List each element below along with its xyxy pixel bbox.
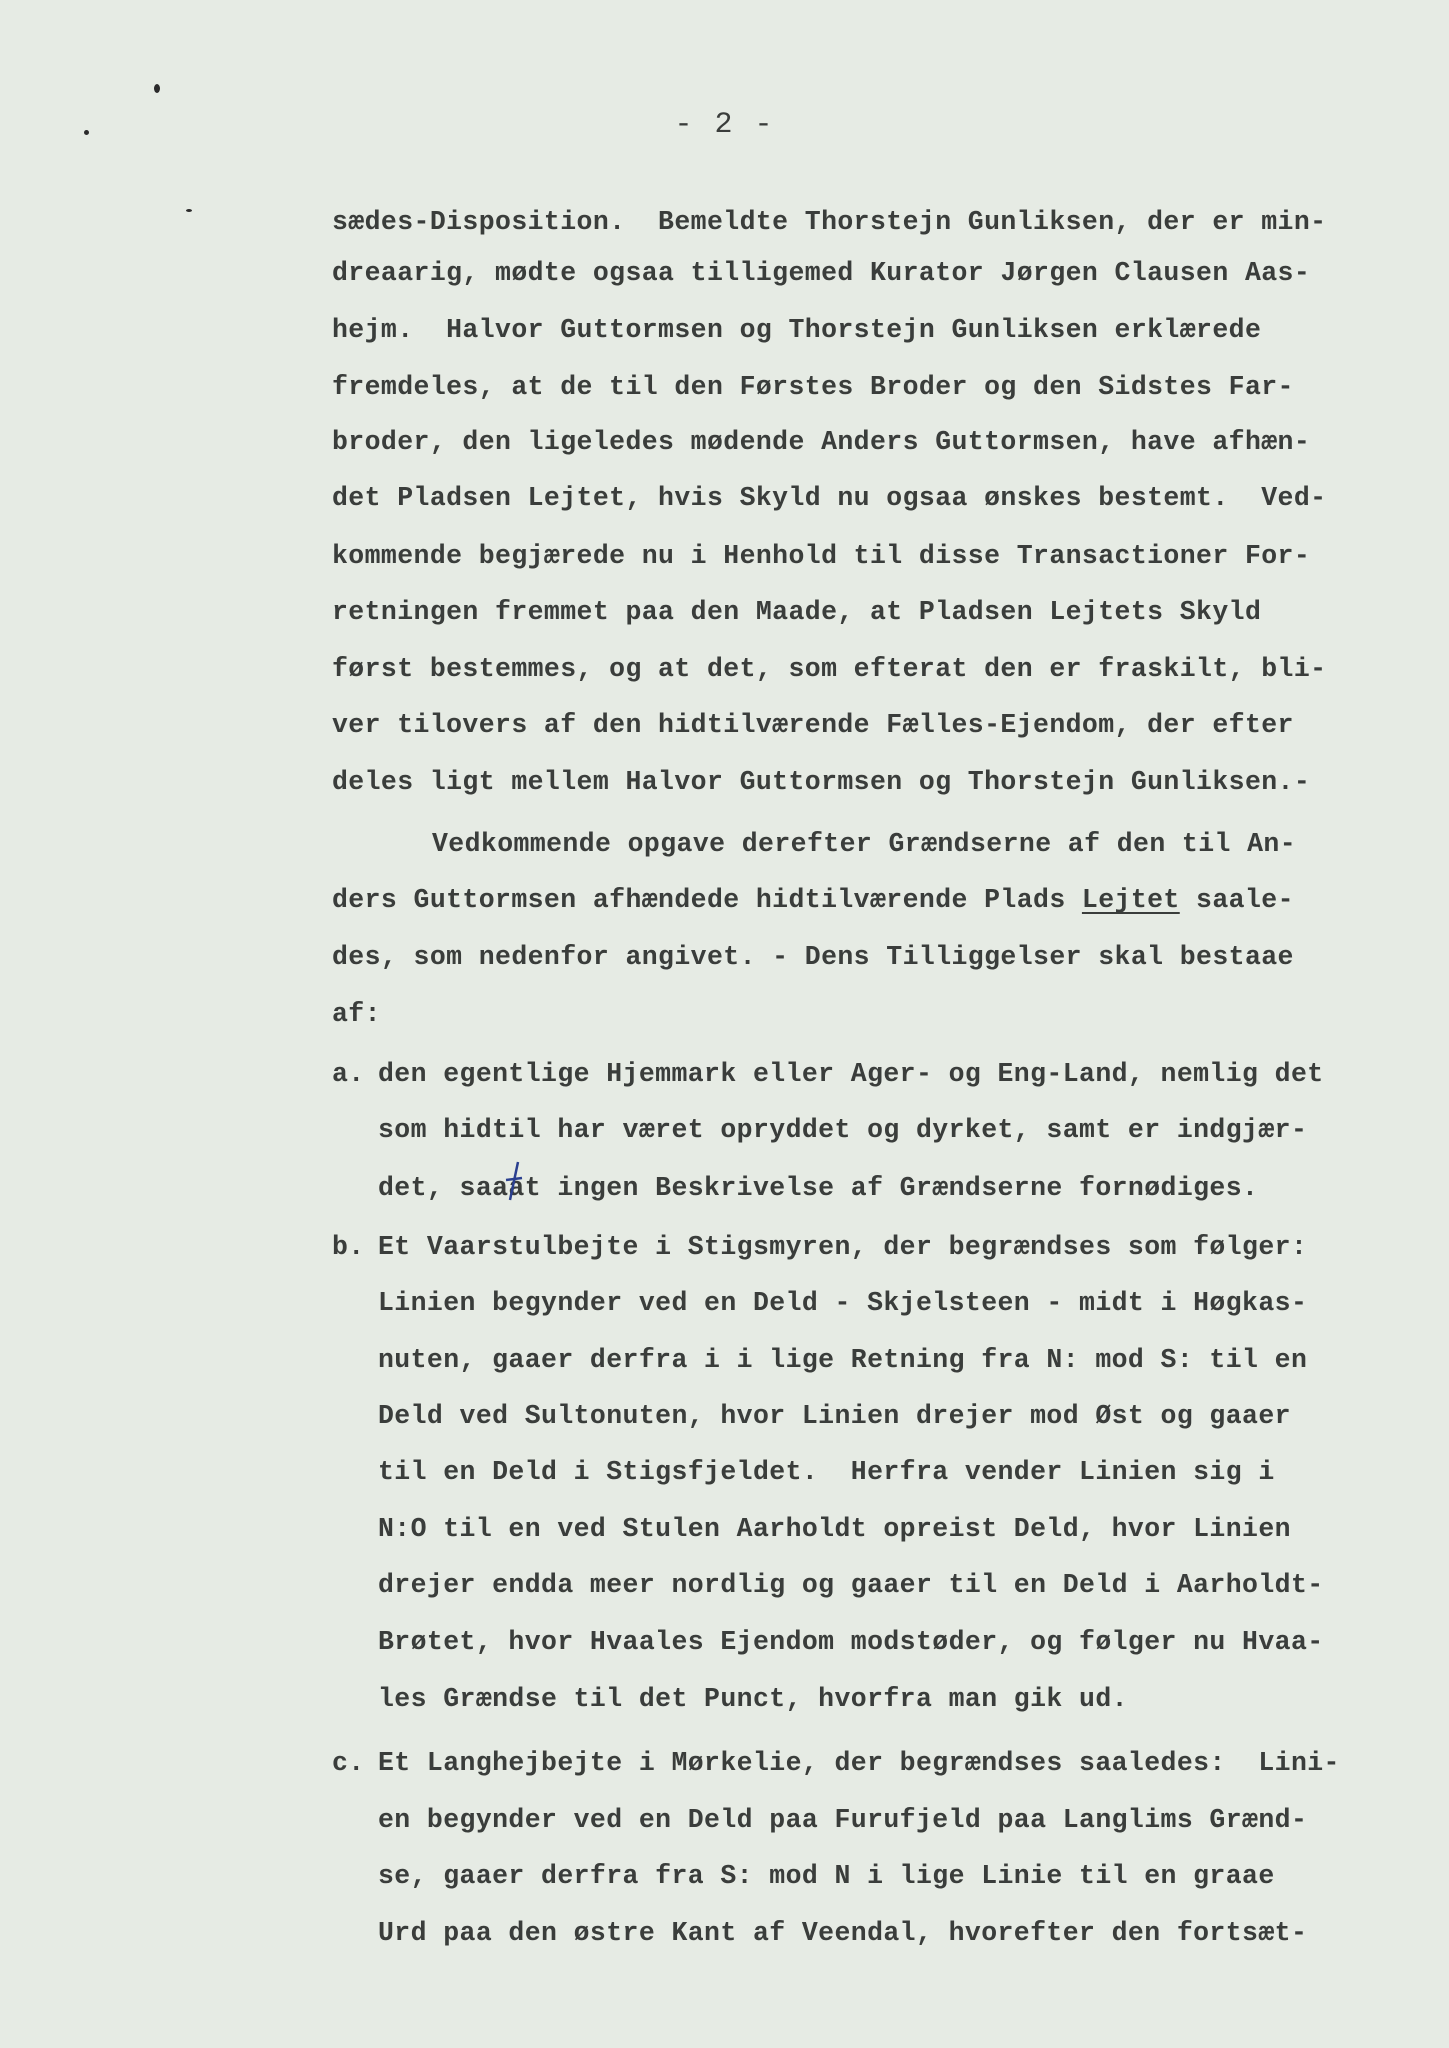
underlined-place-name: Lejtet xyxy=(1081,885,1180,915)
list-item-line: Et Langhejbejte i Mørkelie, der begrændses saaledes: Lini- xyxy=(378,1748,1340,1778)
text-segment: ders Guttormsen afhændede hidtilværende Plads xyxy=(332,885,1082,915)
text-line: ver tilovers af den hidtilværende Fælles-Ejendom, der efter xyxy=(332,710,1294,740)
ink-speck xyxy=(186,209,192,212)
text-line: Vedkommende opgave derefter Grændserne af den til An- xyxy=(432,829,1297,859)
page-number: - 2 - xyxy=(674,108,775,142)
list-item-line: Brøtet, hvor Hvaales Ejendom modstøder, og følger nu Hvaa- xyxy=(378,1627,1324,1657)
text-line: hejm. Halvor Guttormsen og Thorstejn Gunliksen erklærede xyxy=(332,315,1262,345)
list-item-line: en begynder ved en Deld paa Furufjeld paa Langlims Grænd- xyxy=(378,1805,1308,1835)
list-item-line: drejer endda meer nordlig og gaaer til en Deld i Aarholdt- xyxy=(378,1570,1324,1600)
list-marker: a. xyxy=(332,1059,365,1089)
list-marker: c. xyxy=(332,1748,365,1778)
text-line: retningen fremmet paa den Maade, at Pladsen Lejtets Skyld xyxy=(332,597,1262,627)
list-item-line: Urd paa den østre Kant af Veendal, hvorefter den fortsæt- xyxy=(378,1918,1308,1948)
list-item-line: til en Deld i Stigsfjeldet. Herfra vender Linien sig i xyxy=(378,1457,1275,1487)
list-item-line: Et Vaarstulbejte i Stigsmyren, der begrændses som følger: xyxy=(378,1232,1308,1262)
ink-speck xyxy=(154,84,160,93)
text-line xyxy=(332,882,1294,918)
list-item-line: N:O til en ved Stulen Aarholdt opreist Deld, hvor Linien xyxy=(378,1514,1291,1544)
text-line: kommende begjærede nu i Henhold til disse Transactioner For- xyxy=(332,541,1311,571)
text-line: sædes-Disposition. Bemeldte Thorstejn Gunliksen, der er min- xyxy=(332,207,1327,237)
list-item-line: Deld ved Sultonuten, hvor Linien drejer mod Øst og gaaer xyxy=(378,1401,1291,1431)
list-item-line: se, gaaer derfra fra S: mod N i lige Linie til en graae xyxy=(378,1861,1275,1891)
text-line: det Pladsen Lejtet, hvis Skyld nu ogsaa ønskes bestemt. Ved- xyxy=(332,483,1327,513)
text-line: fremdeles, at de til den Førstes Broder og den Sidstes Far- xyxy=(332,372,1294,402)
list-item-line: den egentlige Hjemmark eller Ager- og Eng-Land, nemlig det xyxy=(378,1059,1324,1089)
text-line: des, som nedenfor angivet. - Dens Tilliggelser skal bestaae xyxy=(332,942,1294,972)
list-item-line: les Grændse til det Punct, hvorfra man gik ud. xyxy=(378,1684,1128,1714)
text-line: dreaarig, mødte ogsaa tilligemed Kurator Jørgen Clausen Aas- xyxy=(332,258,1311,288)
text-line: først bestemmes, og at det, som efterat den er fraskilt, bli- xyxy=(332,654,1327,684)
text-line: deles ligt mellem Halvor Guttormsen og Thorstejn Gunliksen.- xyxy=(332,767,1311,797)
list-marker: b. xyxy=(332,1232,365,1262)
list-item-line: Linien begynder ved en Deld - Skjelsteen - midt i Høgkas- xyxy=(378,1288,1308,1318)
text-line: af: xyxy=(332,999,381,1029)
list-item-line: det, saaat ingen Beskrivelse af Grændserne fornødiges. xyxy=(378,1173,1259,1203)
text-line: broder, den ligeledes mødende Anders Guttormsen, have afhæn- xyxy=(332,427,1311,457)
list-item-line: som hidtil har været opryddet og dyrket, samt er indgjær- xyxy=(378,1115,1308,1145)
text-segment: saale- xyxy=(1179,885,1294,915)
list-item-line: nuten, gaaer derfra i i lige Retning fra N: mod S: til en xyxy=(378,1345,1308,1375)
handwritten-correction-mark xyxy=(502,1160,526,1204)
